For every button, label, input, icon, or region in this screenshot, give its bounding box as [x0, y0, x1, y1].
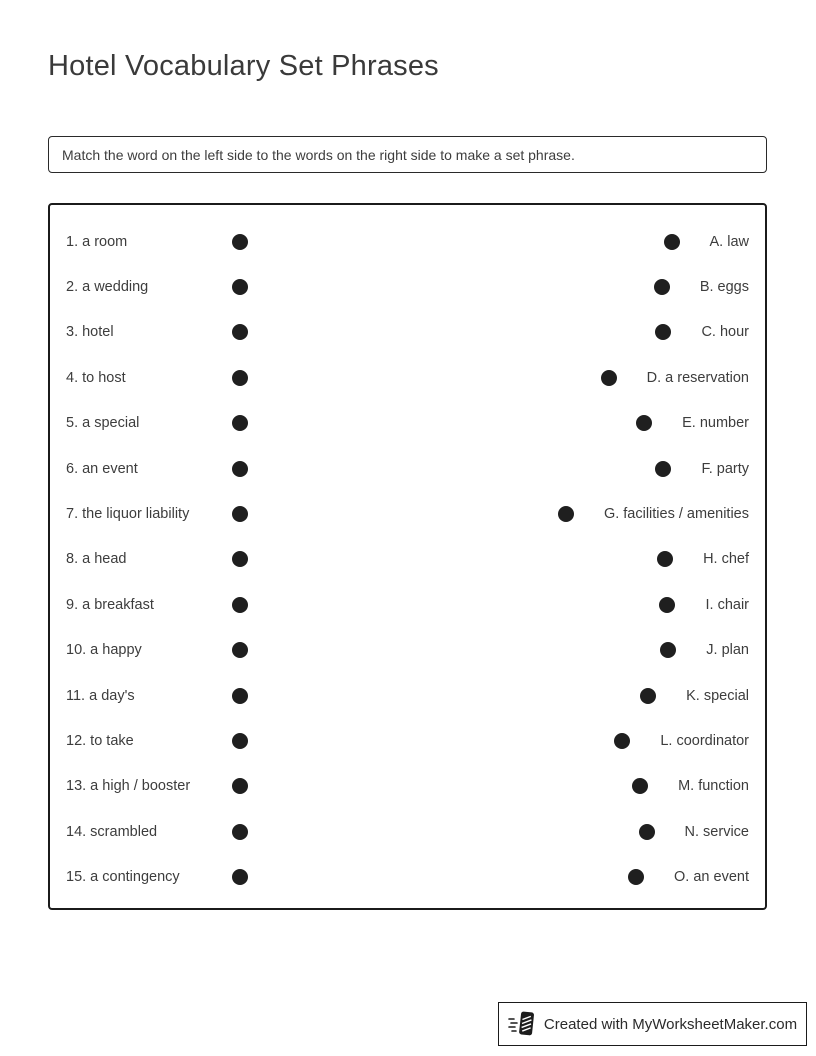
left-dot-cell — [232, 642, 248, 658]
left-match-dot[interactable] — [232, 234, 248, 250]
left-dot-cell — [232, 824, 248, 840]
right-item-label: O. an event — [674, 869, 749, 886]
credit-text: Created with MyWorksheetMaker.com — [543, 1015, 798, 1033]
right-item-label: D. a reservation — [646, 369, 749, 386]
right-match-dot[interactable] — [655, 461, 671, 477]
right-dot-cell — [640, 688, 656, 704]
right-match-dot[interactable] — [664, 234, 680, 250]
right-match-dot[interactable] — [558, 506, 574, 522]
left-item-label: 11. a day's — [66, 687, 135, 704]
left-item-label: 7. the liquor liability — [66, 506, 190, 523]
right-item-label: G. facilities / amenities — [603, 506, 749, 523]
right-dot-cell — [558, 506, 574, 522]
right-match-dot[interactable] — [639, 824, 655, 840]
right-item-label: B. eggs — [699, 279, 749, 296]
match-list — [48, 203, 767, 910]
match-row — [50, 582, 765, 627]
right-item-label: K. special — [686, 687, 749, 704]
left-dot-cell — [232, 324, 248, 340]
left-dot-cell — [232, 461, 248, 477]
instruction-text: Match the word on the left side to the words on the right side to make a set phrase. — [62, 146, 575, 163]
right-dot-cell — [660, 642, 676, 658]
left-match-dot[interactable] — [232, 597, 248, 613]
right-match-dot[interactable] — [636, 415, 652, 431]
right-match-dot[interactable] — [654, 279, 670, 295]
left-dot-cell — [232, 597, 248, 613]
left-item-label: 13. a high / booster — [66, 778, 191, 795]
left-match-dot[interactable] — [232, 688, 248, 704]
left-match-dot[interactable] — [232, 461, 248, 477]
worksheet-maker-logo-icon — [508, 1009, 536, 1039]
left-item-label: 12. to take — [66, 732, 134, 749]
left-item-label: 15. a contingency — [66, 869, 180, 886]
right-match-dot[interactable] — [659, 597, 675, 613]
left-item-label: 10. a happy — [66, 642, 142, 659]
left-match-dot[interactable] — [232, 642, 248, 658]
right-match-dot[interactable] — [640, 688, 656, 704]
right-item-label: M. function — [678, 778, 749, 795]
instruction-box — [48, 136, 767, 173]
left-match-dot[interactable] — [232, 370, 248, 386]
match-row — [50, 537, 765, 582]
left-dot-cell — [232, 506, 248, 522]
right-item-label: J. plan — [706, 642, 749, 659]
left-dot-cell — [232, 234, 248, 250]
right-match-dot[interactable] — [628, 869, 644, 885]
match-row — [50, 401, 765, 446]
match-row — [50, 446, 765, 491]
right-dot-cell — [639, 824, 655, 840]
right-dot-cell — [636, 415, 652, 431]
left-match-dot[interactable] — [232, 733, 248, 749]
left-item-label: 2. a wedding — [66, 279, 149, 296]
right-match-dot[interactable] — [632, 778, 648, 794]
left-dot-cell — [232, 415, 248, 431]
right-dot-cell — [655, 324, 671, 340]
match-row — [50, 491, 765, 536]
left-dot-cell — [232, 370, 248, 386]
left-item-label: 6. an event — [66, 460, 138, 477]
left-item-label: 3. hotel — [66, 324, 114, 341]
match-row — [50, 264, 765, 309]
left-item-label: 5. a special — [66, 415, 140, 432]
credit-badge — [498, 1002, 807, 1046]
left-match-dot[interactable] — [232, 824, 248, 840]
right-match-dot[interactable] — [655, 324, 671, 340]
left-match-dot[interactable] — [232, 778, 248, 794]
left-dot-cell — [232, 551, 248, 567]
match-row — [50, 355, 765, 400]
right-dot-cell — [657, 551, 673, 567]
right-item-label: L. coordinator — [660, 732, 749, 749]
page-title: Hotel Vocabulary Set Phrases — [48, 50, 439, 82]
left-dot-cell — [232, 279, 248, 295]
left-dot-cell — [232, 688, 248, 704]
right-dot-cell — [664, 234, 680, 250]
right-dot-cell — [655, 461, 671, 477]
match-row — [50, 809, 765, 854]
right-dot-cell — [614, 733, 630, 749]
right-dot-cell — [654, 279, 670, 295]
right-dot-cell — [659, 597, 675, 613]
right-item-label: F. party — [701, 460, 749, 477]
left-match-dot[interactable] — [232, 415, 248, 431]
right-match-dot[interactable] — [601, 370, 617, 386]
right-item-label: I. chair — [705, 596, 749, 613]
match-row — [50, 764, 765, 809]
right-item-label: H. chef — [703, 551, 749, 568]
right-item-label: E. number — [682, 415, 749, 432]
match-row — [50, 718, 765, 763]
left-item-label: 9. a breakfast — [66, 596, 154, 613]
match-row — [50, 854, 765, 899]
left-dot-cell — [232, 778, 248, 794]
left-dot-cell — [232, 869, 248, 885]
right-match-dot[interactable] — [660, 642, 676, 658]
match-row — [50, 628, 765, 673]
right-dot-cell — [628, 869, 644, 885]
left-item-label: 8. a head — [66, 551, 127, 568]
right-item-label: A. law — [709, 233, 749, 250]
match-row — [50, 310, 765, 355]
left-match-dot[interactable] — [232, 506, 248, 522]
right-dot-cell — [632, 778, 648, 794]
match-row — [50, 219, 765, 264]
left-match-dot[interactable] — [232, 869, 248, 885]
left-match-dot[interactable] — [232, 279, 248, 295]
left-match-dot[interactable] — [232, 551, 248, 567]
left-dot-cell — [232, 733, 248, 749]
right-item-label: N. service — [684, 823, 749, 840]
left-item-label: 1. a room — [66, 233, 128, 250]
right-dot-cell — [601, 370, 617, 386]
left-item-label: 14. scrambled — [66, 823, 158, 840]
right-match-dot[interactable] — [614, 733, 630, 749]
right-item-label: C. hour — [701, 324, 749, 341]
left-item-label: 4. to host — [66, 369, 126, 386]
match-row — [50, 673, 765, 718]
left-match-dot[interactable] — [232, 324, 248, 340]
right-match-dot[interactable] — [657, 551, 673, 567]
